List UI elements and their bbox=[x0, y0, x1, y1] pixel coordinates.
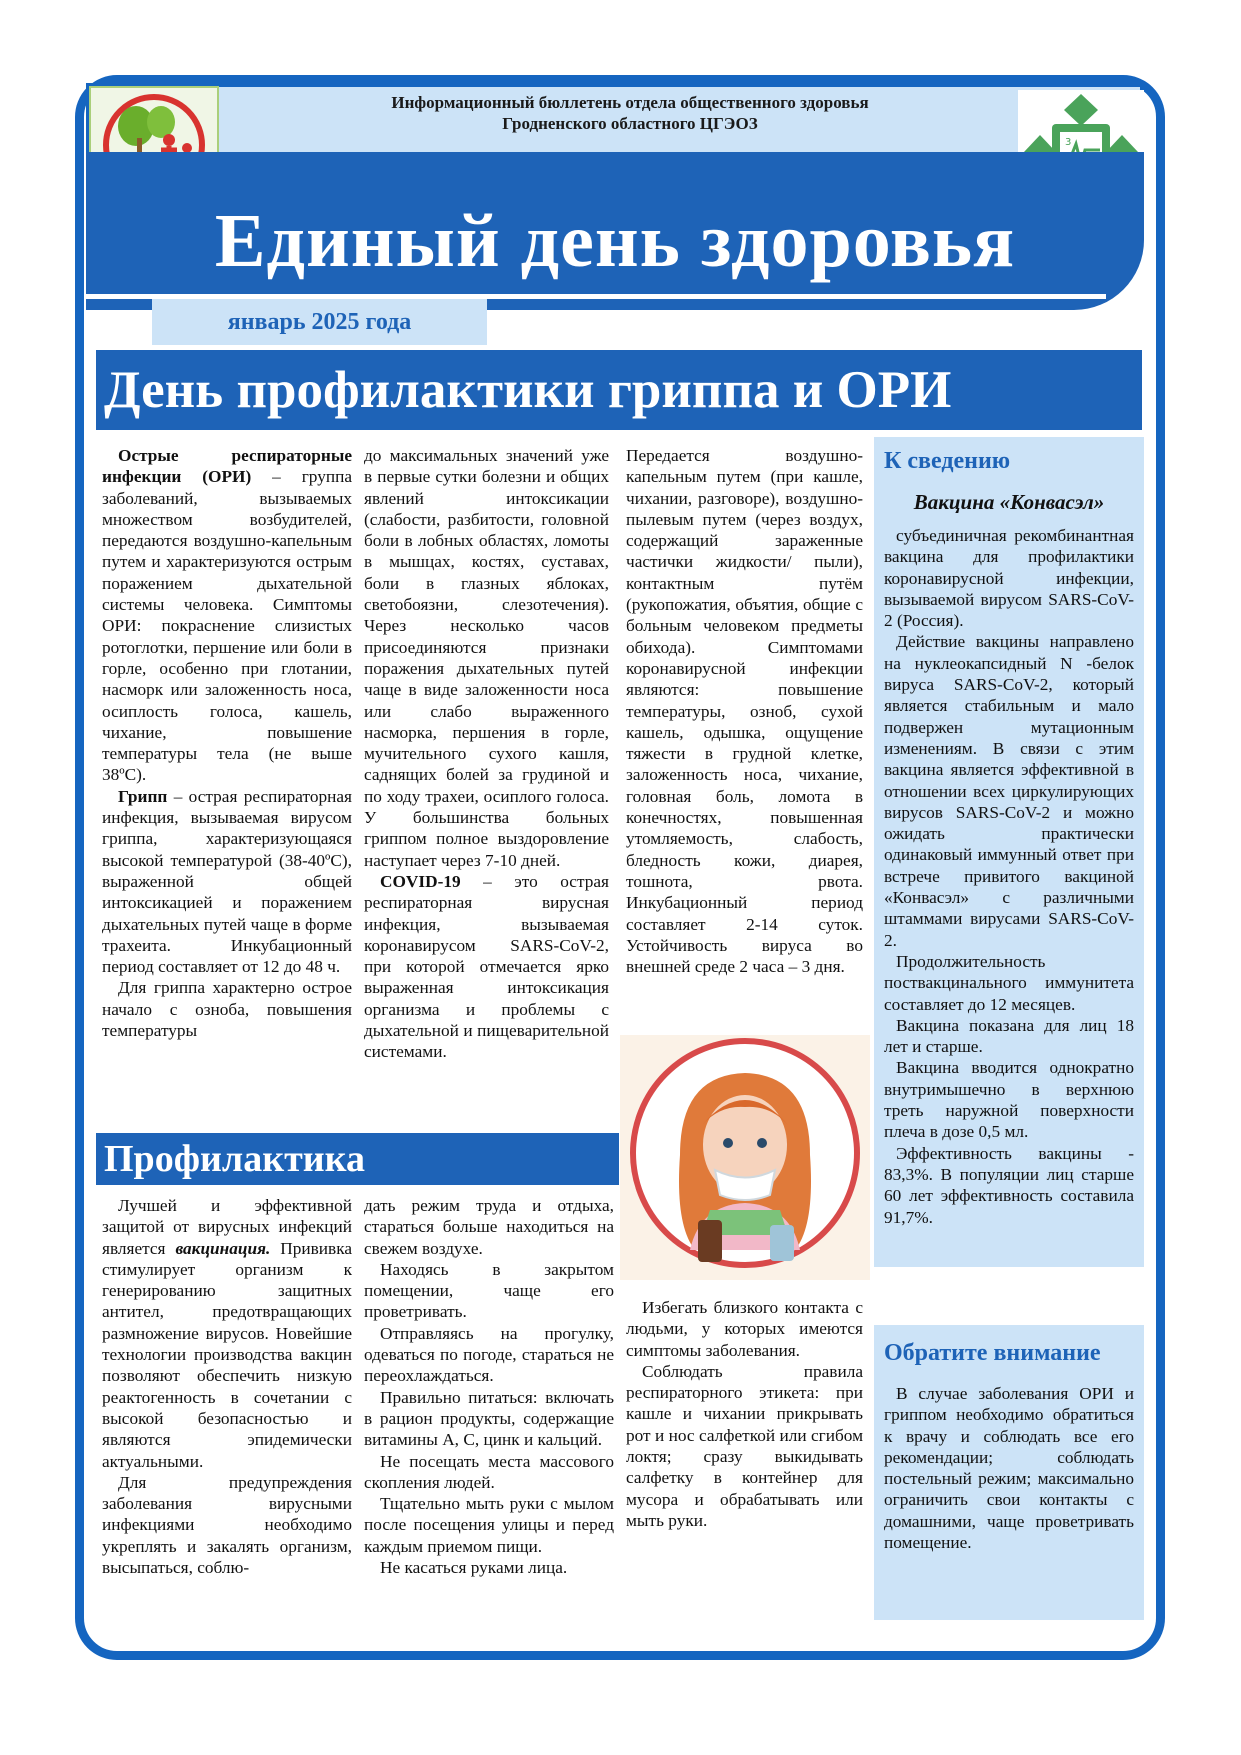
vaccine-p1: субъединичная рекомбинантная вакцина для профилактики коронавирусной инфекции, вызываемой вирусом SARS-CoV-2 (Россия). bbox=[884, 526, 1134, 631]
bulletin-heading bbox=[250, 92, 1010, 134]
vaccination-term: вакцинация. bbox=[175, 1238, 271, 1258]
emblem-digit: 3 bbox=[1065, 137, 1072, 148]
covid-transmission-text: Передается воздушно-капельным путем (при кашле, чихании, разговоре), воздушно-пылевым путем (через воздух, содержащий зараженные частички жидкости/ пыли), контактным путём (рукопожатия, объятия, общие с больным человеком предметы обихода). Симптомами коронавирусной инфекции являются: повышение температуры, озноб, сухой кашель, одышка, ощущение тяжести в грудной клетке, заложенность носа, чихание, головная боль, ломота в конечностях, повышенная утомляемость, слабость, бледность кожи, диарея, тошнота, рвота. Инкубационный период составляет 2-14 суток. Устойчивость вируса во внешней среде 2 часа – 3 дня. bbox=[626, 446, 863, 977]
covid-text: – это острая респираторная вирусная инфекция, вызываемая коронавирусом SARS-CoV-2, при которой отмечается ярко выраженная интоксикация организма и проблемы с дыхательной и пищеварительной системами. bbox=[364, 871, 609, 1062]
prevention-p4: Находясь в закрытом помещении, чаще его проветривать. bbox=[364, 1259, 614, 1322]
issue-date: январь 2025 года bbox=[152, 299, 487, 345]
vaccine-p2: Действие вакцины направлено на нуклеокапсидный N -белок вируса SARS-CoV-2, который является стабильным и мало подвержен мутационным изменениям. В связи с этим вакцина является эффективной в отношении всех циркулирующих вирусов SARS-CoV-2 и можно ожидать практически одинаковый иммунный ответ при встрече привитого вакциной «Конвасэл» с различными штаммами вирусами SARS-CoV-2. bbox=[884, 632, 1134, 950]
attention-title: Обратите внимание bbox=[884, 1340, 1101, 1366]
prevention-p11: Соблюдать правила респираторного этикета: при кашле и чихании прикрывать рот и нос салфеткой или сгибом локтя; сразу выкидывать салфетку в контейнер для мусора и обрабатывать или мыть руки. bbox=[626, 1361, 863, 1530]
vaccine-p5: Вакцина вводится однократно внутримышечно в верхнюю треть наружной поверхности плеча в дозе 0,5 мл. bbox=[884, 1058, 1134, 1142]
info-title: К сведению bbox=[884, 448, 1011, 474]
prevention-p10: Избегать близкого контакта с людьми, у которых имеются симптомы заболевания. bbox=[626, 1298, 863, 1360]
prevention-p1-b: Прививка стимулирует организм к генерированию защитных антител, предотвращающих размножение вирусов. Новейшие технологии производства вакцин позволяют обеспечить низкую реактогенность в сочетании с высокой безопасностью и являются эпидемически актуальными. bbox=[102, 1238, 353, 1471]
attention-body bbox=[884, 1383, 1134, 1553]
prevention-p2: Для предупреждения заболевания вирусными инфекциями необходимо укреплять и закалять организм, высыпаться, соблю- bbox=[102, 1472, 352, 1578]
vaccine-p6: Эффективность вакцины - 83,3%. В популяции лиц старше 60 лет эффективность составила 91,7%. bbox=[884, 1143, 1134, 1227]
prevention-p8: Тщательно мыть руки с мылом после посещения улицы и перед каждым приемом пищи. bbox=[364, 1494, 614, 1556]
prevention-title: Профилактика bbox=[96, 1133, 619, 1185]
prevention-p7: Не посещать места массового скопления людей. bbox=[364, 1451, 614, 1492]
vaccine-text bbox=[884, 525, 1134, 1228]
info-sidebar bbox=[874, 437, 1144, 1267]
ori-term: Острые респираторные инфекции (ОРИ) bbox=[102, 446, 352, 487]
page-title: Единый день здоровья bbox=[214, 199, 1016, 283]
bulletin-line-2: Гродненского областного ЦГЭОЗ bbox=[502, 114, 758, 133]
column-2 bbox=[364, 445, 609, 1063]
prevention-p5: Отправляясь на прогулку, одеваться по погоде, стараться не переохлаждаться. bbox=[364, 1323, 614, 1386]
flu-continuation: до максимальных значений уже в первые сутки болезни и общих явлений интоксикации (слабости, разбитости, головной боли в лобных областях, ломоты в мышцах, костях, суставах, боли в глазных яблоках, светобоязни, слезотечения). Через несколько часов присоединяются признаки поражения дыхательных путей чаще в виде заложенности носа или слабо выраженного насморка, першения в горле, мучительного сухого кашля, саднящих болей за грудиной и по ходу трахеи, осиплого голоса. У большинства больных гриппом полное выздоровление наступает через 7-10 дней. bbox=[364, 446, 609, 870]
prevention-column-3 bbox=[626, 1297, 863, 1531]
sick-girl-illustration bbox=[620, 1035, 870, 1280]
flu-text: – острая респираторная инфекция, вызываемая вирусом гриппа, характеризующаяся высокой температурой (38-40ºС), выраженной общей интоксикацией и поражением дыхательных путей чаще в форме трахеита. Инкубационный период составляет от 12 до 48 ч. bbox=[102, 786, 352, 977]
flu-term: Грипп bbox=[118, 786, 168, 806]
attention-text: В случае заболевания ОРИ и гриппом необходимо обратиться к врачу и соблюдать все его рекомендации; соблюдать постельный режим; максимально ограничить свои контакты с домашними, чаще проветривать помещение. bbox=[884, 1384, 1134, 1553]
column-1 bbox=[102, 445, 352, 1041]
prevention-p1-a: Лучшей и эффективной защитой от вирусных инфекций является bbox=[102, 1196, 352, 1258]
covid-term: COVID-19 bbox=[380, 871, 461, 891]
vaccine-p4: Вакцина показана для лиц 18 лет и старше. bbox=[884, 1015, 1134, 1057]
ori-text: – группа заболеваний, вызываемых множеством возбудителей, передаются воздушно-капельным путем и характеризуются острым поражением дыхательной системы человека. Симптомы ОРИ: покраснение слизистых ротоглотки, першение или боли в горле, особенно при глотании, насморк или заложенность носа, осиплость голоса, кашель, чихание, повышение температуры тела (не выше 38ºС). bbox=[102, 467, 353, 785]
column-3 bbox=[626, 445, 863, 977]
prevention-p9: Не касаться руками лица. bbox=[380, 1558, 568, 1578]
section-title: День профилактики гриппа и ОРИ bbox=[96, 350, 1142, 430]
prevention-column-2 bbox=[364, 1195, 614, 1578]
vaccine-p3: Продолжительность поствакцинального иммунитета составляет до 12 месяцев. bbox=[884, 951, 1134, 1014]
prevention-p6: Правильно питаться: включать в рацион продукты, содержащие витамины А, С, цинк и кальций. bbox=[364, 1387, 614, 1450]
prevention-column-1 bbox=[102, 1195, 352, 1578]
prevention-p3: дать режим труда и отдыха, стараться больше находиться на свежем воздухе. bbox=[364, 1196, 614, 1258]
attention-sidebar bbox=[874, 1325, 1144, 1620]
vaccine-name: Вакцина «Конвасэл» bbox=[913, 490, 1105, 514]
flu-onset-text: Для гриппа характерно острое начало с озноба, повышения температуры bbox=[102, 978, 352, 1041]
bulletin-line-1: Информационный бюллетень отдела общественного здоровья bbox=[391, 93, 869, 112]
